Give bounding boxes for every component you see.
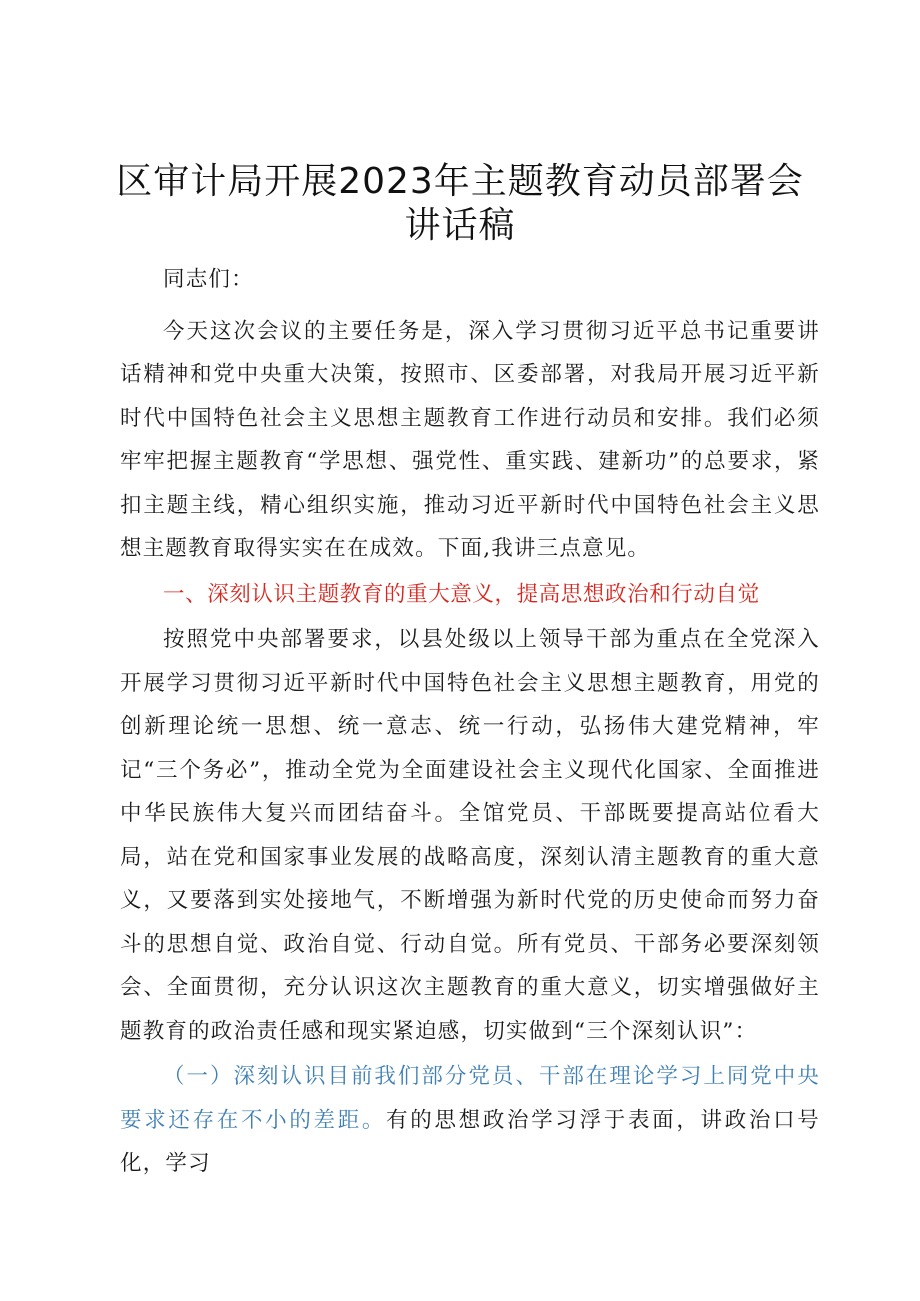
subsection-heading-1: （一）深刻认识目前我们部分党员、干部在理论学习上同党中央要求还存在不小的差距。 (120, 1064, 820, 1133)
document-title: 区审计局开展2023年主题教育动员部署会讲话稿 (116, 161, 804, 246)
subsection-1-text: 有的思想政治学习浮于表面，讲政治口号化，学习 (120, 1107, 821, 1176)
section-heading-1: 一、深刻认识主题教育的重大意义，提高思想政治和行动自觉 (163, 581, 760, 607)
paragraph-intro: 今天这次会议的主要任务是，深入学习贯彻习近平总书记重要讲话精神和党中央重大决策，按照市、区委部署，对我局开展习近平新时代中国特色社会主义思想主题教育工作进行动员和安排。我们必须牢牢把握主题教育“学思想、强党性、重实践、建新功”的总要求，紧扣主题主线，精心组织实施，推动习近平新时代中国特色社会主义思想主题教育取得实实在在成效。下面,我讲三点意见。 (120, 318, 820, 561)
salutation: 同志们： (163, 267, 254, 292)
paragraph-subsection-1 (120, 1055, 820, 1186)
document-body (120, 258, 820, 1188)
paragraph-section-1: 按照党中央部署要求，以县处级以上领导干部为重点在全党深入开展学习贯彻习近平新时代中国特色社会主义思想主题教育，用党的创新理论统一思想、统一意志、统一行动，弘扬伟大建党精神，牢记“三个务必”，推动全党为全面建设社会主义现代化国家、全面推进中华民族伟大复兴而团结奋斗。全馆党员、干部既要提高站位看大局，站在党和国家事业发展的战略高度，深刻认清主题教育的重大意义，又要落到实处接地气，不断增强为新时代党的历史使命而努力奋斗的思想自觉、政治自觉、行动自觉。所有党员、干部务必要深刻领会、全面贯彻，充分认识这次主题教育的重大意义，切实增强做好主题教育的政治责任感和现实紧迫感，切实做到“三个深刻认识”： (120, 627, 820, 1044)
